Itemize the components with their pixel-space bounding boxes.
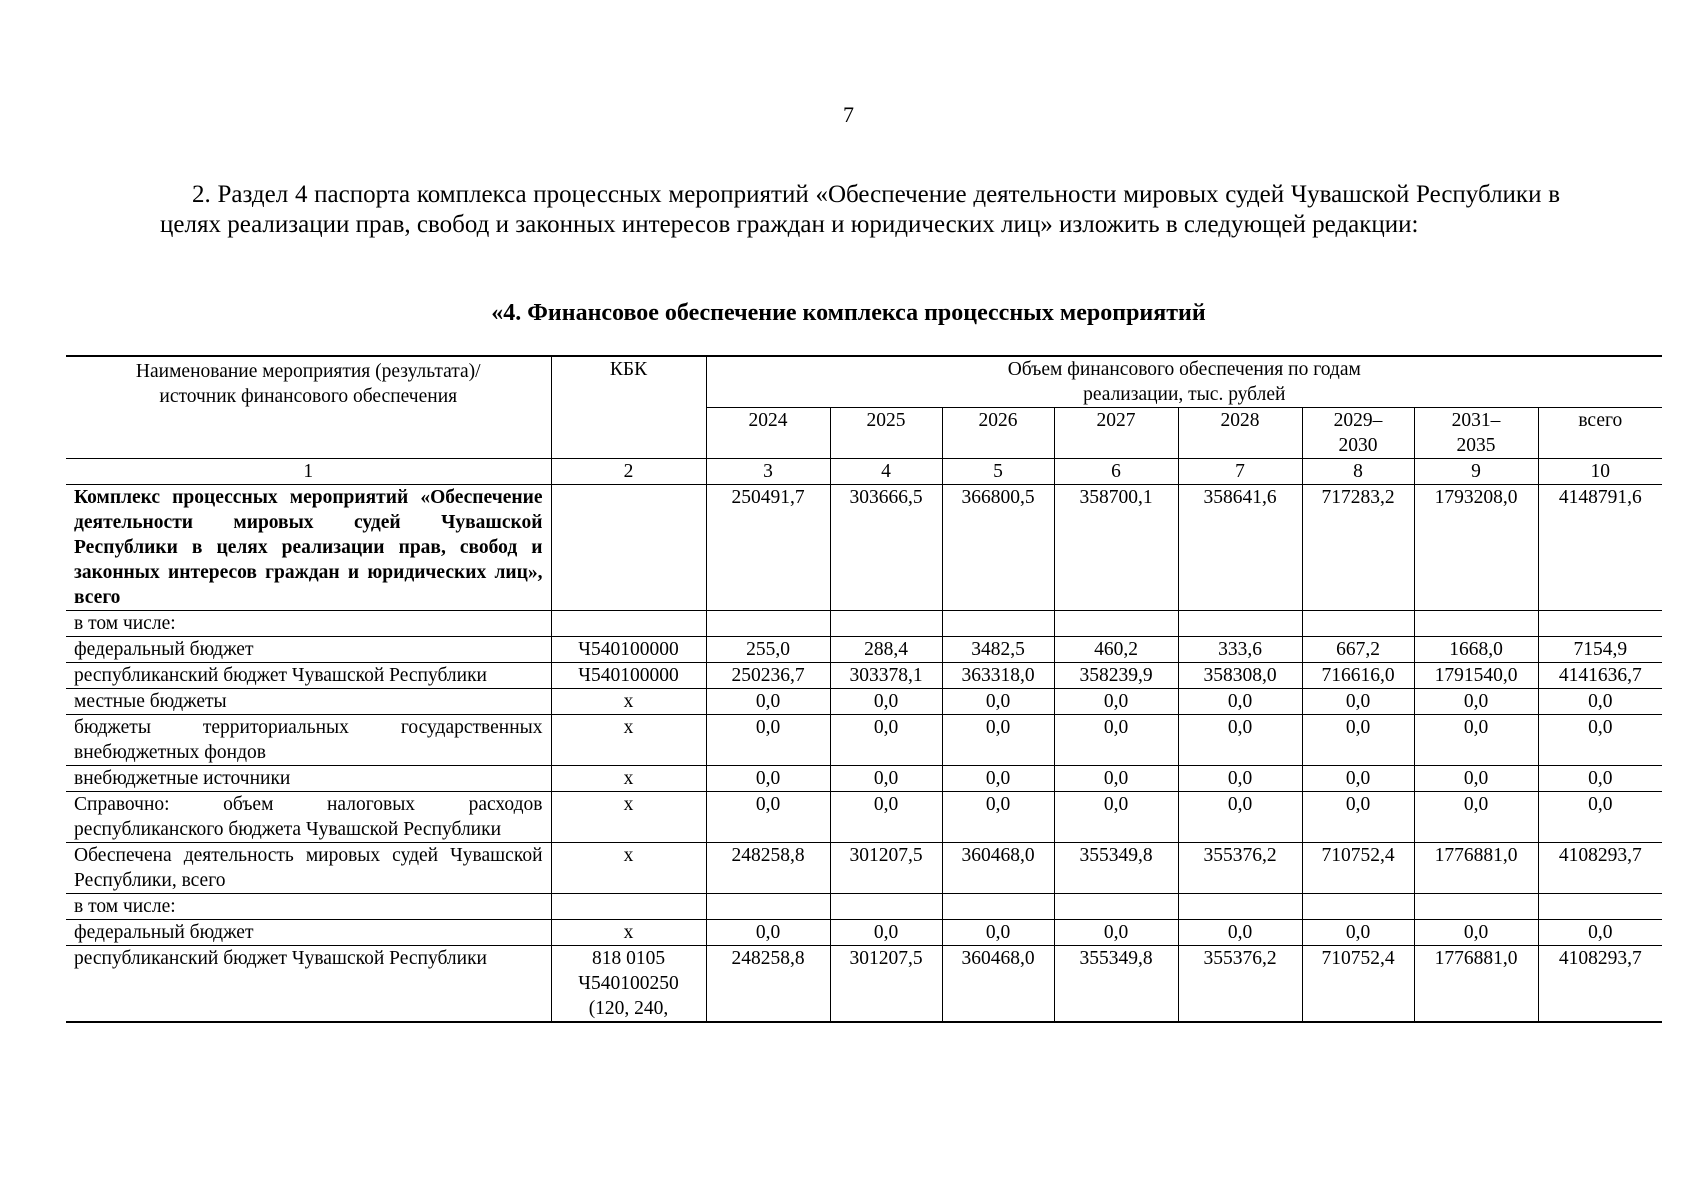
row-kbk: х — [551, 843, 706, 894]
row-value: 288,4 — [830, 637, 942, 663]
row-value: 1776881,0 — [1414, 843, 1538, 894]
row-value — [1538, 611, 1662, 637]
header-year: 2027 — [1054, 408, 1178, 459]
row-value: 3482,5 — [942, 637, 1054, 663]
table-row — [66, 637, 1662, 663]
row-value: 4108293,7 — [1538, 946, 1662, 1023]
row-value: 717283,2 — [1302, 485, 1414, 611]
row-value: 250491,7 — [706, 485, 830, 611]
row-value: 0,0 — [942, 920, 1054, 946]
table-row — [66, 611, 1662, 637]
row-value: 250236,7 — [706, 663, 830, 689]
row-value: 0,0 — [942, 792, 1054, 843]
row-value: 0,0 — [1414, 792, 1538, 843]
row-value: 0,0 — [1538, 766, 1662, 792]
row-value: 1668,0 — [1414, 637, 1538, 663]
row-value — [1178, 611, 1302, 637]
row-kbk: х — [551, 715, 706, 766]
row-value — [1414, 894, 1538, 920]
row-name: федеральный бюджет — [66, 637, 551, 663]
row-value: 0,0 — [1414, 920, 1538, 946]
row-value — [1054, 611, 1178, 637]
row-value — [706, 894, 830, 920]
row-value: 358239,9 — [1054, 663, 1178, 689]
row-value: 0,0 — [1302, 766, 1414, 792]
table-row — [66, 663, 1662, 689]
row-value: 303378,1 — [830, 663, 942, 689]
row-value: 301207,5 — [830, 843, 942, 894]
column-number: 3 — [706, 459, 830, 485]
column-number: 5 — [942, 459, 1054, 485]
row-value: 0,0 — [1414, 715, 1538, 766]
column-number: 2 — [551, 459, 706, 485]
row-value: 255,0 — [706, 637, 830, 663]
financing-table — [66, 355, 1662, 1023]
row-value: 0,0 — [1178, 766, 1302, 792]
row-kbk — [551, 894, 706, 920]
row-value: 0,0 — [942, 715, 1054, 766]
row-name: федеральный бюджет — [66, 920, 551, 946]
row-value: 0,0 — [706, 766, 830, 792]
row-value: 667,2 — [1302, 637, 1414, 663]
header-kbk: КБК — [551, 356, 706, 459]
header-volume: Объем финансового обеспечения по годам реализации, тыс. рублей — [706, 356, 1662, 408]
row-value — [1178, 894, 1302, 920]
header-year: 2029–2030 — [1302, 408, 1414, 459]
table-row — [66, 792, 1662, 843]
row-value: 710752,4 — [1302, 843, 1414, 894]
row-value: 1776881,0 — [1414, 946, 1538, 1023]
header-name: Наименование мероприятия (результата)/источник финансового обеспечения — [66, 356, 551, 459]
row-kbk: Ч540100000 — [551, 637, 706, 663]
row-value: 0,0 — [942, 766, 1054, 792]
table-row — [66, 894, 1662, 920]
row-value — [942, 611, 1054, 637]
row-value: 0,0 — [1178, 689, 1302, 715]
row-kbk — [551, 485, 706, 611]
row-value: 355349,8 — [1054, 946, 1178, 1023]
row-value: 248258,8 — [706, 946, 830, 1023]
row-value: 0,0 — [1302, 792, 1414, 843]
column-numbers-row — [66, 459, 1662, 485]
column-number: 10 — [1538, 459, 1662, 485]
table-row — [66, 920, 1662, 946]
row-value: 303666,5 — [830, 485, 942, 611]
row-value: 0,0 — [830, 792, 942, 843]
row-value: 0,0 — [706, 920, 830, 946]
row-value: 358308,0 — [1178, 663, 1302, 689]
row-kbk: 818 0105 Ч540100250 (120, 240, — [551, 946, 706, 1023]
row-value: 0,0 — [1414, 689, 1538, 715]
row-value: 0,0 — [1054, 766, 1178, 792]
row-value: 355376,2 — [1178, 843, 1302, 894]
row-value: 301207,5 — [830, 946, 942, 1023]
row-name: внебюджетные источники — [66, 766, 551, 792]
table-header-row-1 — [66, 356, 1662, 408]
row-value: 0,0 — [830, 715, 942, 766]
table-row — [66, 766, 1662, 792]
row-value: 0,0 — [1414, 766, 1538, 792]
row-value: 0,0 — [830, 766, 942, 792]
row-kbk: х — [551, 920, 706, 946]
row-kbk: Ч540100000 — [551, 663, 706, 689]
row-value: 0,0 — [1302, 715, 1414, 766]
row-name: республиканский бюджет Чувашской Республики — [66, 946, 551, 1023]
row-value: 0,0 — [1538, 920, 1662, 946]
row-value: 0,0 — [942, 689, 1054, 715]
row-value: 355349,8 — [1054, 843, 1178, 894]
section-title: «4. Финансовое обеспечение комплекса процессных мероприятий — [491, 300, 1206, 326]
row-value — [942, 894, 1054, 920]
row-name: в том числе: — [66, 894, 551, 920]
row-value: 0,0 — [706, 792, 830, 843]
table-row — [66, 485, 1662, 611]
row-value: 0,0 — [1178, 715, 1302, 766]
column-number: 7 — [1178, 459, 1302, 485]
table-row — [66, 843, 1662, 894]
row-value: 0,0 — [1302, 689, 1414, 715]
header-year: 2025 — [830, 408, 942, 459]
row-value — [1054, 894, 1178, 920]
row-value: 0,0 — [1054, 792, 1178, 843]
row-value: 0,0 — [706, 689, 830, 715]
column-number: 4 — [830, 459, 942, 485]
row-value: 0,0 — [1178, 792, 1302, 843]
row-value: 366800,5 — [942, 485, 1054, 611]
row-value — [1414, 611, 1538, 637]
table-row — [66, 715, 1662, 766]
row-value: 0,0 — [1178, 920, 1302, 946]
row-value: 0,0 — [830, 920, 942, 946]
row-value: 248258,8 — [706, 843, 830, 894]
row-name: Обеспечена деятельность мировых судей Чувашской Республики, всего — [66, 843, 551, 894]
row-value — [1538, 894, 1662, 920]
row-value: 0,0 — [830, 689, 942, 715]
intro-paragraph — [160, 180, 1560, 240]
row-value: 355376,2 — [1178, 946, 1302, 1023]
row-value: 4108293,7 — [1538, 843, 1662, 894]
table-row — [66, 689, 1662, 715]
header-year: 2031–2035 — [1414, 408, 1538, 459]
row-value: 4148791,6 — [1538, 485, 1662, 611]
row-value: 716616,0 — [1302, 663, 1414, 689]
row-value: 460,2 — [1054, 637, 1178, 663]
header-year: 2024 — [706, 408, 830, 459]
row-kbk: х — [551, 689, 706, 715]
row-kbk — [551, 611, 706, 637]
row-value — [830, 894, 942, 920]
row-name: бюджеты территориальных государственных внебюджетных фондов — [66, 715, 551, 766]
row-value: 0,0 — [1054, 920, 1178, 946]
row-value — [1302, 611, 1414, 637]
row-value: 363318,0 — [942, 663, 1054, 689]
row-value: 358641,6 — [1178, 485, 1302, 611]
row-value: 1791540,0 — [1414, 663, 1538, 689]
row-value: 4141636,7 — [1538, 663, 1662, 689]
header-year: 2026 — [942, 408, 1054, 459]
row-name: Справочно: объем налоговых расходов республиканского бюджета Чувашской Республики — [66, 792, 551, 843]
row-value — [706, 611, 830, 637]
row-value: 7154,9 — [1538, 637, 1662, 663]
page-number: 7 — [843, 102, 854, 127]
header-year: всего — [1538, 408, 1662, 459]
table-row — [66, 946, 1662, 1023]
row-value: 0,0 — [1302, 920, 1414, 946]
row-value: 0,0 — [1538, 792, 1662, 843]
row-value: 0,0 — [1054, 689, 1178, 715]
row-value: 0,0 — [1538, 689, 1662, 715]
row-value: 1793208,0 — [1414, 485, 1538, 611]
row-name: республиканский бюджет Чувашской Республики — [66, 663, 551, 689]
row-value: 710752,4 — [1302, 946, 1414, 1023]
column-number: 9 — [1414, 459, 1538, 485]
row-value: 360468,0 — [942, 843, 1054, 894]
row-value: 333,6 — [1178, 637, 1302, 663]
row-name: в том числе: — [66, 611, 551, 637]
column-number: 1 — [66, 459, 551, 485]
column-number: 6 — [1054, 459, 1178, 485]
intro-text: 2. Раздел 4 паспорта комплекса процессных мероприятий «Обеспечение деятельности мировых судей Чувашской Республики в целях реализации прав, свобод и законных интересов граждан и юридических лиц» изложить в следующей редакции: — [160, 181, 1560, 238]
row-value — [1302, 894, 1414, 920]
header-year: 2028 — [1178, 408, 1302, 459]
row-value — [830, 611, 942, 637]
row-value: 358700,1 — [1054, 485, 1178, 611]
row-kbk: х — [551, 792, 706, 843]
row-name: Комплекс процессных мероприятий «Обеспечение деятельности мировых судей Чувашской Республики в целях реализации прав, свобод и законных интересов граждан и юридических лиц», всего — [66, 485, 551, 611]
row-value: 0,0 — [706, 715, 830, 766]
row-name: местные бюджеты — [66, 689, 551, 715]
row-value: 360468,0 — [942, 946, 1054, 1023]
row-value: 0,0 — [1538, 715, 1662, 766]
column-number: 8 — [1302, 459, 1414, 485]
row-value: 0,0 — [1054, 715, 1178, 766]
row-kbk: х — [551, 766, 706, 792]
